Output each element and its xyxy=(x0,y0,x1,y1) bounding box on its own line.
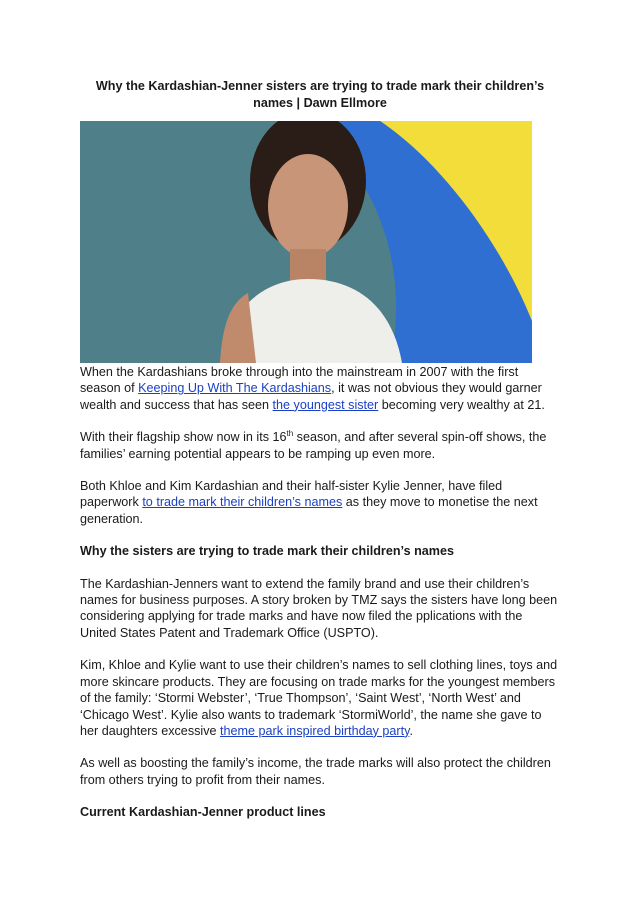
article-body xyxy=(80,364,562,837)
paragraph-3: Both Khloe and Kim Kardashian and their half-sister Kylie Jenner, have filed paperwork to trade mark their children’s names as they move to monetise the next generation. xyxy=(80,479,538,526)
section-heading-2: Current Kardashian-Jenner product lines xyxy=(80,805,326,820)
link-youngest-sister[interactable]: the youngest sister xyxy=(272,397,379,412)
article-photo xyxy=(80,121,532,363)
paragraph-2: With their flagship show now in its 16th season, and after several spin-off shows, the families’ earning potential appears to be ramping up even more. xyxy=(80,429,547,461)
link-keeping-up[interactable]: Keeping Up With The Kardashians xyxy=(138,381,332,396)
paragraph-5: Kim, Khloe and Kylie want to use their children’s names to sell clothing lines, toys and more skincare products. They are focusing on trade marks for the youngest members of the family: ‘Stormi Webster’, ‘True Thompson’, ‘Saint West’, ‘North West’ and ‘Chicago West’. Kylie also wants to trademark ‘StormiWorld’, the name she gave to her daughters excessive theme park inspired birthday party. xyxy=(80,658,558,738)
page-title: Why the Kardashian-Jenner sisters are trying to trade mark their children’s names | Dawn Ellmore xyxy=(95,79,545,110)
portrait-image xyxy=(80,121,532,363)
paragraph-1: When the Kardashians broke through into the mainstream in 2007 with the first season of Keeping Up With The Kardashians, it was not obvious they would garner wealth and success that has seen the youngest sister becoming very wealthy at 21. xyxy=(80,365,545,412)
link-birthday-party[interactable]: theme park inspired birthday party xyxy=(220,723,410,738)
photo-face xyxy=(268,154,348,258)
section-heading-1: Why the sisters are trying to trade mark their children’s names xyxy=(80,544,454,559)
link-trade-mark-names[interactable]: to trade mark their children’s names xyxy=(142,495,343,510)
photo-neck xyxy=(290,249,326,283)
paragraph-6: As well as boosting the family’s income, the trade marks will also protect the children from others trying to profit from their names. xyxy=(80,756,551,787)
paragraph-4: The Kardashian-Jenners want to extend the family brand and use their children’s names for business purposes. A story broken by TMZ says the sisters have long been considering applying for trade marks and have now filed the pplications with the United States Patent and Trademark Office (USPTO). xyxy=(80,576,558,640)
